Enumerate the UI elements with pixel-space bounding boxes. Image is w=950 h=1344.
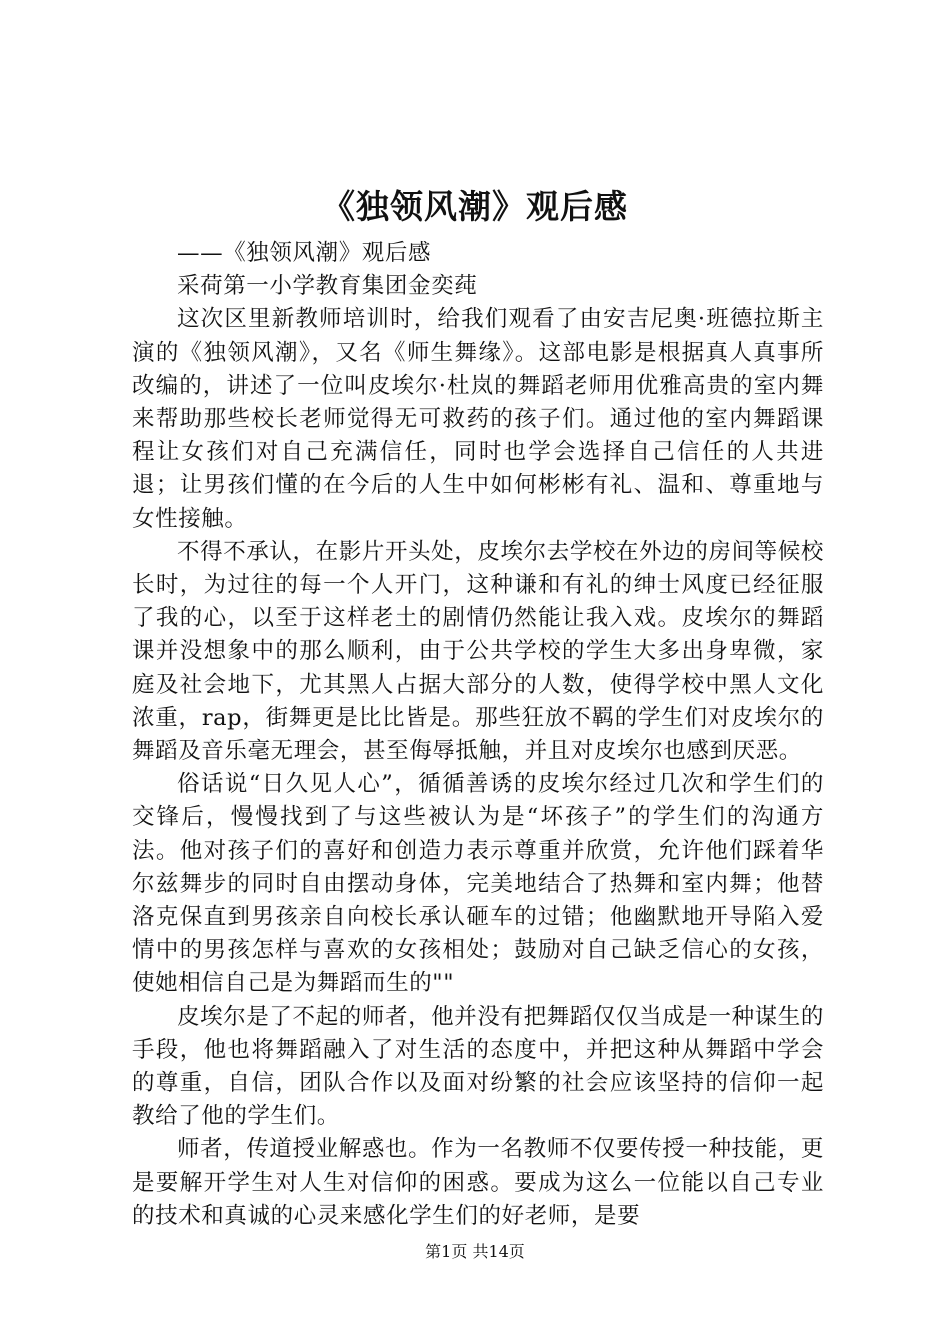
- paragraph: 不得不承认，在影片开头处，皮埃尔去学校在外边的房间等候校长时，为过往的每一个人开门，这种谦和有礼的绅士风度已经征服了我的心，以至于这样老土的剧情仍然能让我入戏。皮埃尔的舞蹈课并没想象中的那么顺利，由于公共学校的学生大多出身卑微，家庭及社会地下，尤其黑人占据大部分的人数，使得学校中黑人文化浓重，rap，街舞更是比比皆是。那些狂放不羁的学生们对皮埃尔的舞蹈及音乐毫无理会，甚至侮辱抵触，并且对皮埃尔也感到厌恶。: [132, 538, 824, 765]
- document-body: [132, 237, 824, 1233]
- subtitle: ——《独领风潮》观后感: [177, 240, 432, 266]
- paragraph: 皮埃尔是了不起的师者，他并没有把舞蹈仅仅当成是一种谋生的手段，他也将舞蹈融入了对生活的态度中，并把这种从舞蹈中学会的尊重，自信，团队合作以及面对纷繁的社会应该坚持的信仰一起教给了他的学生们。: [132, 1003, 824, 1130]
- paragraph: 俗话说“日久见人心”，循循善诱的皮埃尔经过几次和学生们的交锋后，慢慢找到了与这些被认为是“坏孩子”的学生们的沟通方法。他对孩子们的喜好和创造力表示尊重并欣赏，允许他们踩着华尔兹舞步的同时自由摆动身体，完美地结合了热舞和室内舞；他替洛克保直到男孩亲自向校长承认砸车的过错；他幽默地开导陷入爱情中的男孩怎样与喜欢的女孩相处；鼓励对自己缺乏信心的女孩，使她相信自己是为舞蹈而生的"": [132, 771, 824, 997]
- page-footer: 第1页 共14页: [425, 1242, 525, 1261]
- paragraph: 师者，传道授业解惑也。作为一名教师不仅要传授一种技能，更是要解开学生对人生对信仰的困惑。要成为这么一位能以自己专业的技术和真诚的心灵来感化学生们的好老师，是要: [132, 1136, 824, 1229]
- paragraph: 这次区里新教师培训时，给我们观看了由安吉尼奥·班德拉斯主演的《独领风潮》，又名《师生舞缘》。这部电影是根据真人真事所改编的，讲述了一位叫皮埃尔·杜岚的舞蹈老师用优雅高贵的室内舞来帮助那些校长老师觉得无可救药的孩子们。通过他的室内舞蹈课程让女孩们对自己充满信任，同时也学会选择自己信任的人共进退；让男孩们懂的在今后的人生中如何彬彬有礼、温和、尊重地与女性接触。: [132, 306, 824, 532]
- author-line: 采荷第一小学教育集团金奕莼: [177, 273, 478, 300]
- page-title: 《独领风潮》观后感: [322, 187, 628, 226]
